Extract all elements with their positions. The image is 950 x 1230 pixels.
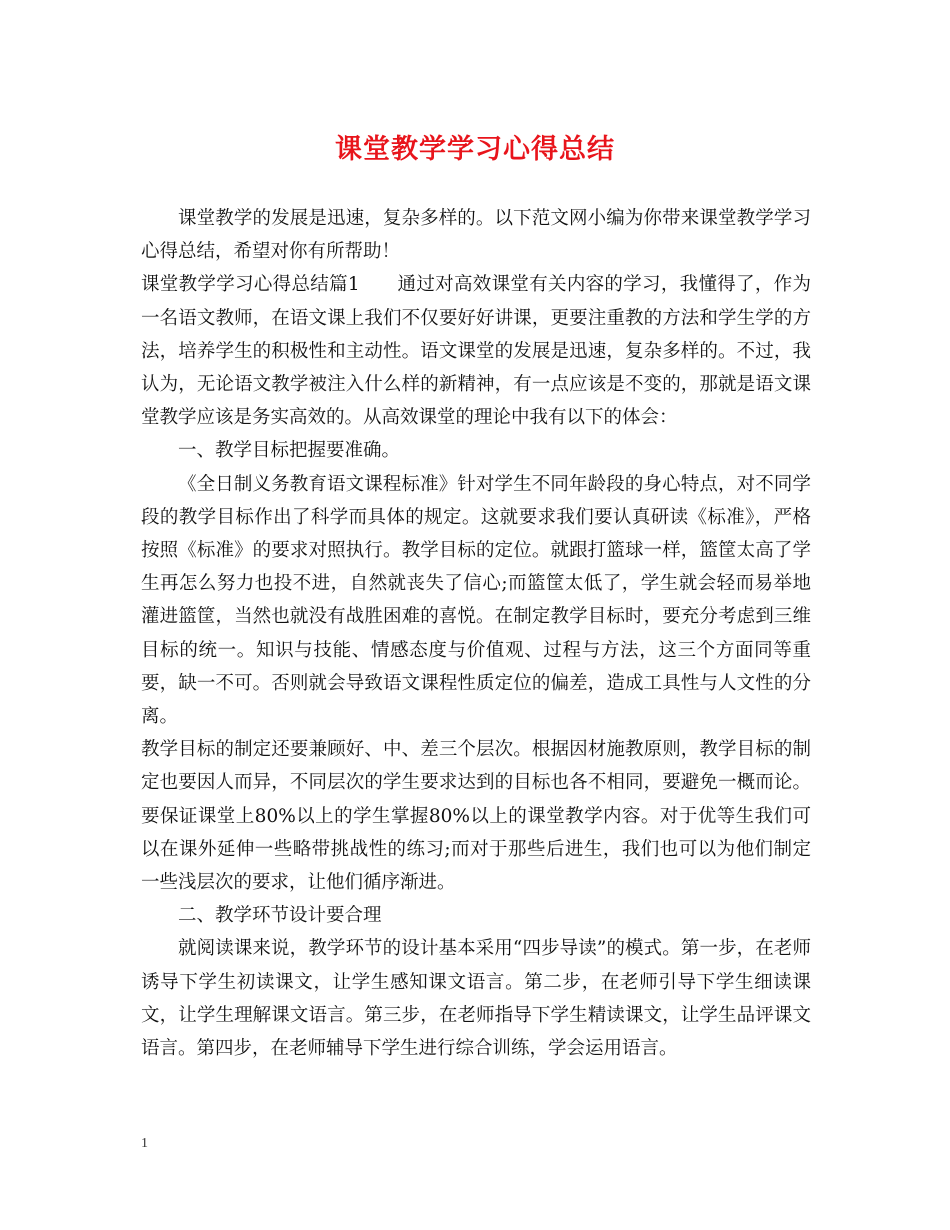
intro-paragraph: 课堂教学的发展是迅速，复杂多样的。以下范文网小编为你带来课堂教学学习心得总结，希望对你有所帮助！ xyxy=(141,208,811,263)
heading-teaching-steps: 二、教学环节设计要合理 xyxy=(178,905,382,927)
section-paragraph-1: 课堂教学学习心得总结篇1 通过对高效课堂有关内容的学习，我懂得了，作为一名语文教师，在语文课上我们不仅要好好讲课，更要注重教的方法和学生学的方法，培养学生的积极性和主动性。语文课堂的发展是迅速，复杂多样的。不过，我认为，无论语文教学被注入什么样的新精神，有一点应该是不变的，那就是语文课堂教学应该是务实高效的。从高效课堂的理论中我有以下的体会： xyxy=(141,274,811,429)
heading-teaching-goals: 一、教学目标把握要准确。 xyxy=(178,440,401,462)
document-body xyxy=(141,202,811,1065)
levels-paragraph: 教学目标的制定还要兼顾好、中、差三个层次。根据因材施教原则，教学目标的制定也要因人而异，不同层次的学生要求达到的目标也各不相同，要避免一概而论。要保证课堂上80%以上的学生掌握80%以上的课堂教学内容。对于优等生我们可以在课外延伸一些略带挑战性的练习;而对于那些后进生，我们也可以为他们制定一些浅层次的要求，让他们循序渐进。 xyxy=(141,739,811,894)
page-number: 1 xyxy=(141,1136,148,1151)
steps-paragraph: 就阅读课来说，教学环节的设计基本采用“四步导读”的模式。第一步，在老师诱导下学生初读课文，让学生感知课文语言。第二步，在老师引导下学生细读课文，让学生理解课文语言。第三步，在老师指导下学生精读课文，让学生品评课文语言。第四步，在老师辅导下学生进行综合训练，学会运用语言。 xyxy=(141,938,811,1060)
document-title: 课堂教学学习心得总结 xyxy=(335,134,615,165)
goals-paragraph: 《全日制义务教育语文课程标准》针对学生不同年龄段的身心特点，对不同学段的教学目标作出了科学而具体的规定。这就要求我们要认真研读《标准》，严格按照《标准》的要求对照执行。教学目标的定位。就跟打篮球一样，篮筐太高了学生再怎么努力也投不进，自然就丧失了信心;而篮筐太低了，学生就会轻而易举地灌进篮筐，当然也就没有战胜困难的喜悦。在制定教学目标时，要充分考虑到三维目标的统一。知识与技能、情感态度与价值观、过程与方法，这三个方面同等重要，缺一不可。否则就会导致语文课程性质定位的偏差，造成工具性与人文性的分离。 xyxy=(141,473,811,728)
